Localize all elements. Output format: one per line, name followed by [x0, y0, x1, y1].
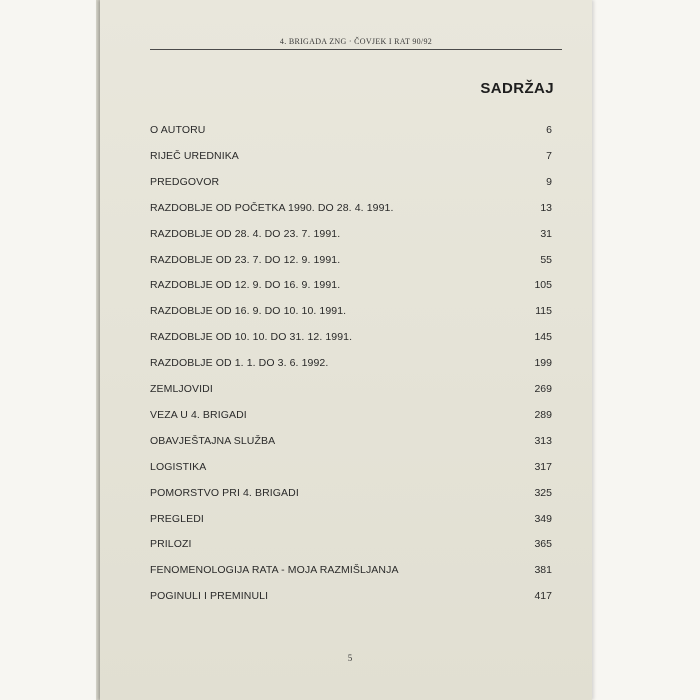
toc-entry-page: 55	[540, 254, 552, 266]
toc-entry-page: 13	[540, 202, 552, 214]
toc-entry	[150, 176, 552, 192]
toc-entry	[150, 150, 552, 166]
toc-entry-page: 349	[534, 513, 552, 525]
toc-entry-title: RAZDOBLJE OD 12. 9. DO 16. 9. 1991.	[150, 279, 341, 291]
toc-entry-title: FENOMENOLOGIJA RATA - MOJA RAZMIŠLJANJA	[150, 564, 399, 576]
toc-entry-page: 6	[546, 124, 552, 136]
toc-entry	[150, 202, 552, 218]
toc-entry-page: 115	[535, 305, 552, 317]
toc-entry	[150, 305, 552, 321]
toc-entry-title: RAZDOBLJE OD 16. 9. DO 10. 10. 1991.	[150, 305, 347, 317]
toc-entry-title: OBAVJEŠTAJNA SLUŽBA	[150, 435, 276, 447]
toc-entry-page: 7	[546, 150, 552, 162]
toc-entry-title: PRILOZI	[150, 538, 192, 550]
toc-entry-page: 31	[540, 228, 552, 240]
toc-entry-title: RAZDOBLJE OD POČETKA 1990. DO 28. 4. 1991.	[150, 202, 394, 214]
header-rule	[150, 49, 562, 50]
toc-entry-page: 289	[534, 409, 552, 421]
toc-entry-page: 105	[534, 279, 552, 291]
toc-entry-page: 199	[534, 357, 552, 369]
toc-entry	[150, 461, 552, 477]
toc-entry	[150, 279, 552, 295]
toc-entry	[150, 124, 552, 140]
running-header: 4. BRIGADA ZNG · ČOVJEK I RAT 90/92	[279, 37, 433, 46]
toc-entry	[150, 228, 552, 244]
toc-entry-title: VEZA U 4. BRIGADI	[150, 409, 247, 421]
toc-entry-page: 365	[534, 538, 552, 550]
toc-entry-title: RAZDOBLJE OD 28. 4. DO 23. 7. 1991.	[150, 228, 341, 240]
toc-entry	[150, 254, 552, 270]
toc-entry-title: LOGISTIKA	[150, 461, 207, 473]
toc-entry	[150, 564, 552, 580]
toc-entry-title: PREGLEDI	[150, 513, 204, 525]
toc-entry-title: ZEMLJOVIDI	[150, 383, 213, 395]
toc-entry	[150, 487, 552, 503]
toc-entry	[150, 538, 552, 554]
toc-entry	[150, 383, 552, 399]
toc-entry-title: O AUTORU	[150, 124, 206, 136]
toc-entry	[150, 513, 552, 529]
toc-entry	[150, 590, 552, 606]
toc-entry-title: PREDGOVOR	[150, 176, 220, 188]
toc-entry-title: RIJEČ UREDNIKA	[150, 150, 239, 162]
page-number: 5	[347, 653, 353, 663]
toc-entry-page: 145	[534, 331, 552, 343]
toc-entry-page: 417	[534, 590, 552, 602]
toc-entry-page: 269	[534, 383, 552, 395]
toc-entry-title: RAZDOBLJE OD 23. 7. DO 12. 9. 1991.	[150, 254, 341, 266]
toc-entry-title: POGINULI I PREMINULI	[150, 590, 269, 602]
toc-entry-page: 325	[534, 487, 552, 499]
toc-entry-title: POMORSTVO PRI 4. BRIGADI	[150, 487, 299, 499]
page-title: SADRŽAJ	[480, 80, 554, 97]
toc-entry-page: 313	[534, 435, 552, 447]
toc-entry	[150, 331, 552, 347]
toc-entry	[150, 435, 552, 451]
toc-entry	[150, 357, 552, 373]
toc-entry-page: 9	[546, 176, 552, 188]
toc-entry-title: RAZDOBLJE OD 1. 1. DO 3. 6. 1992.	[150, 357, 329, 369]
toc-entry-page: 317	[534, 461, 552, 473]
toc-entry-title: RAZDOBLJE OD 10. 10. DO 31. 12. 1991.	[150, 331, 353, 343]
toc-entry	[150, 409, 552, 425]
toc-entry-page: 381	[534, 564, 552, 576]
